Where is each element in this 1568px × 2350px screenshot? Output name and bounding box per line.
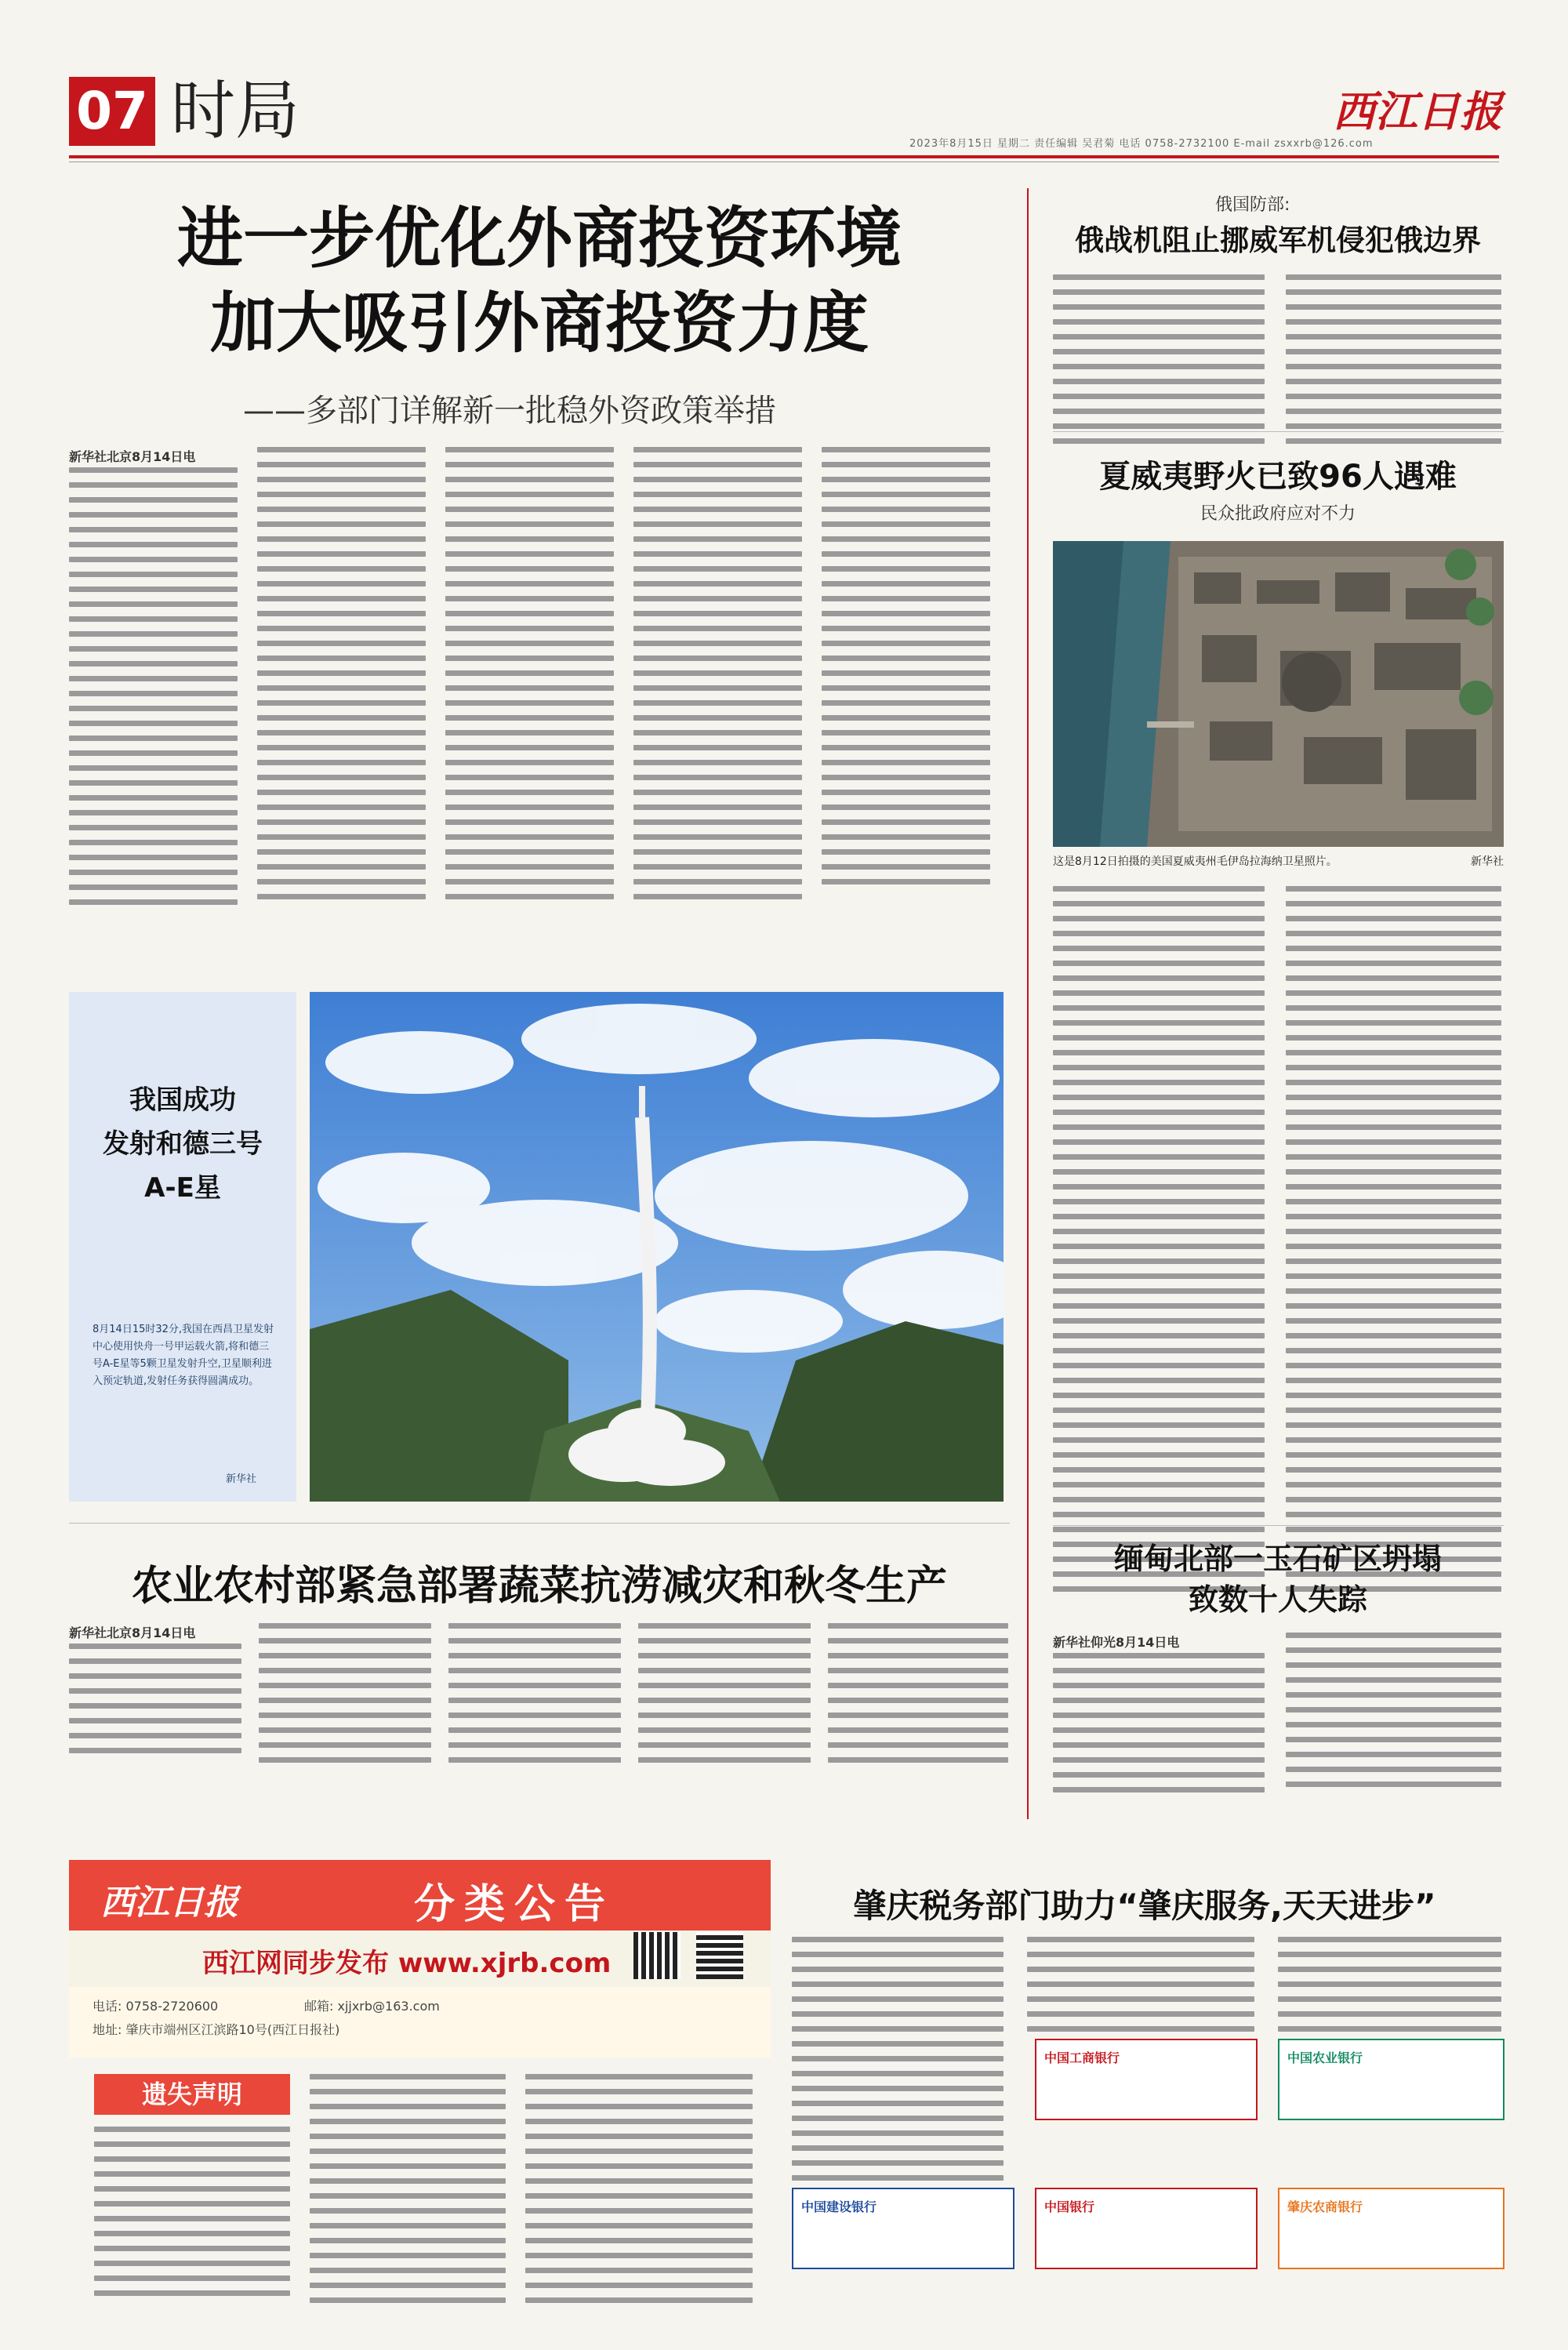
classified-logo: 西江日报 [100,1883,238,1923]
masthead-logo: 西江日报 [1333,86,1502,136]
russia-column-1 [1053,274,1265,453]
lead-headline [69,196,1010,365]
tax-column-2 [1027,1937,1254,2041]
myanmar-dateline: 新华社仰光8月14日电 [1053,1635,1180,1650]
divider-hawaii-myanmar [1053,1525,1504,1526]
bank-ad-zqrcb [1278,2188,1504,2269]
classified-phone: 电话: 0758-2720600 [93,1999,219,2014]
notice-column-2 [310,2074,506,2312]
classified-address: 地址: 肇庆市端州区江滨路10号(西江日报社) [93,2022,340,2037]
agri-headline: 农业农村部紧急部署蔬菜抗涝减灾和秋冬生产 [131,1563,947,1610]
russia-kicker: 俄国防部: [1215,195,1290,215]
agri-column-3 [448,1623,621,1772]
myanmar-headline [1051,1538,1505,1620]
myanmar-column-1 [1053,1653,1265,1802]
classified-sync-text: 西江网同步发布 www.xjrb.com [202,1948,612,1979]
bank-ad-boc [1035,2188,1258,2269]
section-title: 时局 [171,74,300,148]
rocket-headline-line3: A-E星 [144,1172,221,1204]
classified-email: 邮箱: xjjxrb@163.com [304,1999,440,2014]
lead-column-3 [445,447,614,909]
classified-contact [69,1987,771,2058]
bank-ad-ccb [792,2188,1014,2269]
rocket-headline-line1: 我国成功 [129,1084,236,1116]
hawaii-column-1 [1053,886,1265,1601]
header-meta: 2023年8月15日 星期二 责任编辑 吴君菊 电话 0758-2732100 E-mail zsxxrb@126.com [909,138,1374,150]
myanmar-headline-line2: 致数十人失踪 [1188,1582,1367,1617]
bank-ad-ccb-name: 中国建设银行 [801,2199,877,2214]
divider-russia-hawaii [1053,431,1504,432]
lead-headline-line1: 进一步优化外商投资环境 [176,200,902,277]
bank-ad-abc [1278,2039,1504,2120]
tax-column-3 [1278,1937,1501,2041]
column-divider [1027,188,1029,1819]
bank-ad-icbc [1035,2039,1258,2120]
hawaii-caption-credit: 新华社 [1471,855,1504,868]
qr-code-icon [696,1932,743,1979]
lead-column-2 [257,447,426,909]
header-rule [69,155,1499,158]
tax-headline: 肇庆税务部门助力“肇庆服务,天天进步” [853,1887,1436,1925]
hawaii-caption-text: 这是8月12日拍摄的美国夏威夷州毛伊岛拉海纳卫星照片。 [1053,855,1338,868]
agri-dateline: 新华社北京8月14日电 [69,1625,196,1640]
hawaii-satellite-photo [1053,541,1504,847]
classified-title: 分类公告 [414,1881,615,1928]
rocket-launch-photo [310,992,1004,1502]
myanmar-headline-line1: 缅甸北部一玉石矿区坍塌 [1113,1542,1442,1576]
rocket-headline-line2: 发射和德三号 [103,1128,263,1160]
russia-column-2 [1286,274,1501,453]
agri-column-5 [828,1623,1008,1772]
divider-rocket-agri [69,1523,1010,1524]
lead-column-1 [69,467,238,914]
lead-column-4 [633,447,802,909]
hawaii-headline: 夏威夷野火已致96人遇难 [1099,459,1457,495]
rocket-credit: 新华社 [226,1473,257,1485]
classified-banner [69,1860,771,1930]
rocket-sidebar [69,992,296,1502]
lead-dateline: 新华社北京8月14日电 [69,449,196,464]
page-number: 07 [69,77,155,146]
lead-subhead: ——多部门详解新一批稳外资政策举措 [243,393,776,429]
qr-code-icon [633,1932,681,1979]
russia-headline: 俄战机阻止挪威军机侵犯俄边界 [1075,223,1481,257]
agri-column-2 [259,1623,431,1772]
rocket-caption: 8月14日15时32分,我国在西昌卫星发射中心使用快舟一号甲运载火箭,将和德三号A-E星等5颗卫星发射升空,卫星顺利进入预定轨道,发射任务获得圆满成功。 [93,1324,274,1387]
lead-column-5 [822,447,990,894]
lead-body [69,447,1010,949]
bank-ad-boc-name: 中国银行 [1044,2199,1095,2214]
bank-ad-abc-name: 中国农业银行 [1287,2050,1363,2065]
bank-ad-zqrcb-name: 肇庆农商银行 [1287,2199,1363,2214]
lead-headline-line2: 加大吸引外商投资力度 [209,285,869,361]
agri-column-1 [69,1644,241,1763]
bank-ad-icbc-name: 中国工商银行 [1044,2050,1120,2065]
agri-column-4 [638,1623,811,1772]
hawaii-column-2 [1286,886,1501,1601]
notice-column-1 [94,2127,290,2305]
rocket-headline [69,1078,296,1210]
lost-notice-tag: 遗失声明 [94,2074,290,2115]
hawaii-photo-caption [1053,853,1504,869]
hawaii-subhead: 民众批政府应对不力 [1200,504,1356,524]
myanmar-column-2 [1286,1633,1501,1796]
tax-column-1 [792,1937,1004,2190]
notice-column-3 [525,2074,753,2312]
